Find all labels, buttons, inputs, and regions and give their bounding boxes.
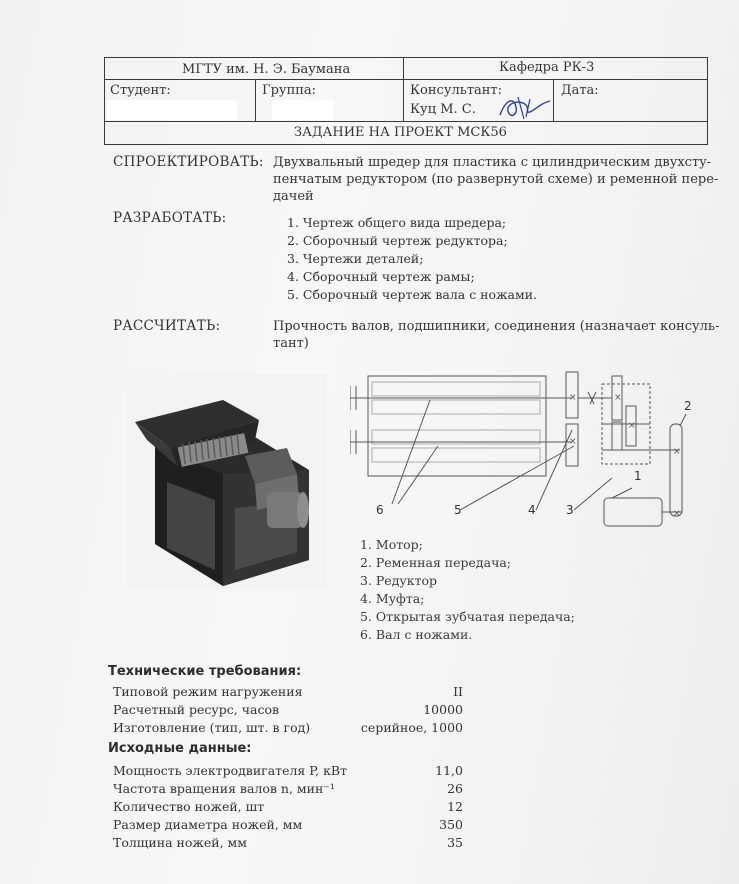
row-label: Размер диаметра ножей, мм (113, 817, 303, 832)
consultant-label: Консультант: (410, 83, 502, 98)
row-value: II (453, 684, 463, 699)
shredder-photo (127, 374, 327, 589)
row-label: Типовой режим нагружения (113, 684, 303, 699)
row-value: 11,0 (435, 763, 463, 778)
tech-requirements-title: Технические требования: (108, 664, 302, 679)
row-label: Изготовление (тип, шт. в год) (113, 720, 311, 735)
table-row (113, 781, 463, 799)
svg-text:×: × (614, 393, 622, 403)
design-line: пенчатым редуктором (по развернутой схеме) и ременной пере- (273, 172, 719, 187)
legend-item: 5. Открытая зубчатая передача; (360, 609, 575, 624)
scheme-callout: 3 (566, 503, 574, 517)
calculate-line: тант) (273, 336, 309, 351)
legend-item: 2. Ременная передача; (360, 555, 512, 570)
svg-text:×: × (569, 393, 577, 403)
scheme-legend (360, 536, 575, 644)
student-name-redaction (107, 100, 237, 120)
table-row (113, 799, 463, 817)
row-label: Мощность электродвигателя P, кВт (113, 763, 348, 778)
row-value: серийное, 1000 (360, 720, 463, 735)
develop-item: 5. Сборочный чертеж вала с ножами. (287, 287, 538, 302)
university-name: МГТУ им. Н. Э. Баумана (182, 62, 351, 77)
svg-text:×: × (628, 421, 636, 431)
kinematic-scheme (350, 370, 695, 530)
develop-item: 3. Чертежи деталей; (287, 251, 424, 266)
legend-item: 4. Муфта; (360, 591, 425, 606)
student-label: Студент: (110, 83, 171, 98)
legend-item: 6. Вал с ножами. (360, 627, 473, 642)
scheme-callout: 1 (634, 469, 642, 483)
table-row (113, 684, 463, 702)
develop-keyword: РАЗРАБОТАТЬ: (113, 210, 227, 226)
design-text (273, 154, 718, 205)
scheme-callout: 6 (376, 503, 384, 517)
svg-text:×: × (673, 509, 681, 519)
row-label: Количество ножей, шт (113, 799, 265, 814)
calculate-line: Прочность валов, подшипники, соединения (назначает консуль- (273, 319, 720, 334)
group-number-redaction (272, 100, 334, 120)
department-name: Кафедра РК-3 (499, 60, 595, 75)
design-line: Двухвальный шредер для пластика с цилиндрическим двухсту- (273, 155, 712, 170)
develop-item: 4. Сборочный чертеж рамы; (287, 269, 475, 284)
develop-item: 1. Чертеж общего вида шредера; (287, 215, 507, 230)
scheme-callout: 5 (454, 503, 462, 517)
table-row (113, 817, 463, 835)
svg-text:×: × (569, 437, 577, 447)
row-label: Толщина ножей, мм (113, 835, 247, 850)
initial-data-title: Исходные данные: (108, 741, 252, 756)
design-line: дачей (273, 189, 314, 204)
table-row (113, 835, 463, 853)
group-label: Группа: (262, 83, 317, 98)
header-table (104, 57, 708, 145)
table-row (113, 720, 463, 738)
legend-item: 3. Редуктор (360, 573, 438, 588)
row-label: Частота вращения валов n, мин⁻¹ (113, 781, 335, 796)
consultant-name: Куц М. С. (410, 102, 476, 117)
row-label: Расчетный ресурс, часов (113, 702, 280, 717)
svg-text:×: × (673, 447, 681, 457)
row-value: 350 (439, 817, 463, 832)
row-value: 12 (447, 799, 463, 814)
date-label: Дата: (561, 83, 599, 98)
table-row (113, 763, 463, 781)
develop-list (287, 214, 537, 304)
row-value: 35 (447, 835, 463, 850)
develop-item: 2. Сборочный чертеж редуктора; (287, 233, 508, 248)
row-value: 26 (447, 781, 463, 796)
assignment-title: ЗАДАНИЕ НА ПРОЕКТ МСК56 (294, 125, 507, 140)
calculate-text (273, 318, 719, 352)
scheme-callout: 2 (684, 399, 692, 413)
table-row (113, 702, 463, 720)
legend-item: 1. Мотор; (360, 537, 423, 552)
calculate-keyword: РАССЧИТАТЬ: (113, 318, 221, 334)
row-value: 10000 (423, 702, 463, 717)
consultant-signature (496, 93, 554, 123)
design-keyword: СПРОЕКТИРОВАТЬ: (113, 154, 264, 170)
scheme-callout: 4 (528, 503, 536, 517)
